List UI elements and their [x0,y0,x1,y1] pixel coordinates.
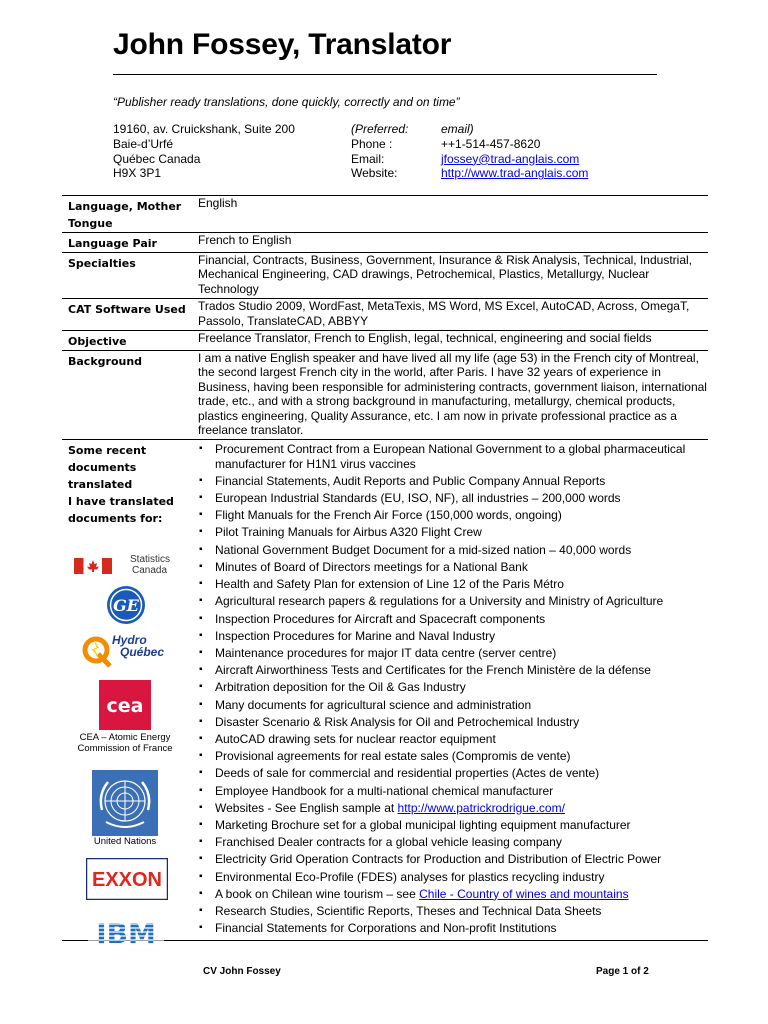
document-list-item: ▪ Provisional agreements for real estate sales (Compromis de vente) [198,749,708,763]
ibm-logo [88,918,164,948]
cat-software-value: Trados Studio 2009, WordFast, MetaTexis, MS Word, MS Excel, AutoCAD, Across, OmegaT, Passolo, TranslateCAD, ABBYY [192,299,708,331]
objective-value: Freelance Translator, French to English, legal, technical, engineering and social fields [192,331,708,351]
document-list-item: ▪ Employee Handbook for a multi-national chemical manufacturer [198,784,708,798]
ibm-text: IBM [96,918,156,949]
united-nations-logo [92,770,158,836]
document-list-item: ▪ Electricity Grid Operation Contracts for Production and Distribution of Electric Power [198,852,708,866]
contact-values [441,122,588,181]
exxon-logo [86,858,168,900]
preferred-label: (Preferred: [351,122,409,136]
document-list-item: ▪ Disaster Scenario & Risk Analysis for Oil and Petrochemical Industry [198,715,708,729]
document-list-item: ▪ Inspection Procedures for Marine and Naval Industry [198,629,708,643]
specialties-value: Financial, Contracts, Business, Government, Insurance & Risk Analysis, Technical, Industrial, Mechanical Engineering, CAD drawings, Petrochemical, Plastics, Metallurgy, Nuclear Technology [192,253,708,299]
address-line: 19160, av. Cruickshank, Suite 200 [113,122,295,136]
list-item-text: Websites - See English sample at [215,800,398,815]
tagline: “Publisher ready translations, done quickly, correctly and on time” [113,95,460,109]
document-list-item: ▪ Aircraft Airworthiness Tests and Certificates for the French Ministère de la défense [198,663,708,677]
phone-label: Phone : [351,136,393,151]
ge-monogram-icon [106,585,146,625]
contact-labels [351,122,408,181]
ibm-wordmark-icon [88,918,164,948]
language-pair-label: Language Pair [62,233,192,253]
document-list-item: ▪ Minutes of Board of Directors meetings for a National Bank [198,560,708,574]
list-item-text: A book on Chilean wine tourism – see [215,886,420,901]
document-list-item: ▪ Procurement Contract from a European National Government to a global pharmaceutical manufacturer for H1N1 virus vaccines [198,442,708,470]
ge-logo [106,585,146,625]
postal-address [113,122,295,181]
clients-label: I have translated documents for: [68,495,174,526]
document-list-item: ▪ Research Studies, Scientific Reports, Theses and Technical Data Sheets [198,904,708,918]
document-list-item: ▪ Agricultural research papers & regulations for a University and Ministry of Agriculture [198,594,708,608]
document-list-item: ▪ Deeds of sale for commercial and residential properties (Actes de vente) [198,766,708,780]
document-list-item: ▪ Financial Statements, Audit Reports and Public Company Annual Reports [198,474,708,488]
un-emblem-icon [92,770,158,836]
cea-caption: CEA – Atomic Energy Commission of France [77,732,173,755]
mother-tongue-label: Language, Mother Tongue [62,196,192,233]
document-list-item: ▪ Marketing Brochure set for a global municipal lighting equipment manufacturer [198,818,708,832]
cat-software-label: CAT Software Used [62,299,192,331]
document-list-item: ▪ European Industrial Standards (EU, ISO, NF), all industries – 200,000 words [198,491,708,505]
statcan-wordmark [130,554,170,576]
exxon-text: EXXON [91,869,163,892]
document-list-item: ▪ Arbitration deposition for the Oil & Gas Industry [198,680,708,694]
document-list-item [198,887,708,901]
background-label: Background [62,351,192,440]
list-item-link[interactable]: http://www.patrickrodrigue.com/ [397,800,565,815]
ge-text: GE [113,596,139,616]
exxon-wordmark-icon [86,858,168,900]
email-label: Email: [351,151,385,166]
document-list-item: ▪ Financial Statements for Corporations and Non-profit Institutions [198,921,708,935]
statistics-canada-logo [72,554,182,580]
un-caption: United Nations [93,836,157,848]
recent-documents-label: Some recent documents translated [68,444,147,492]
document-list-item: ▪ Health and Safety Plan for extension of Line 12 of the Paris Métro [198,577,708,591]
document-list-item: ▪ Environmental Eco-Profile (FDES) analyses for plastics recycling industry [198,870,708,884]
document-list-item: ▪ National Government Budget Document for a mid-sized nation – 40,000 words [198,543,708,557]
footer-page-number: Page 1 of 2 [596,966,649,977]
document-list-item: ▪ Pilot Training Manuals for Airbus A320 Flight Crew [198,525,708,539]
objective-label: Objective [62,331,192,351]
cv-table [62,195,708,949]
website-link[interactable]: http://www.trad-anglais.com [441,166,589,181]
background-value: I am a native English speaker and have lived all my life (age 53) in the French city of Montreal, the second largest French city in the world, after Paris. I have 32 years of experience in Business, having been responsible for administering contracts, government liaison, international trade, etc., and with a strong background in manufacturing, metallurgy, chemical products, plastics engineering, Quality Assurance, etc. I am now in private professional practice as a freelance translator. [192,351,708,440]
cea-text: cea [106,695,144,718]
document-list-item [198,801,708,815]
specialties-label: Specialties [62,253,192,299]
recent-documents-cell [62,440,192,949]
hydro-line2: Québec [120,645,165,660]
address-line: Québec Canada [113,151,201,166]
document-title: John Fossey, Translator [113,28,452,61]
title-divider [113,74,657,75]
hydro-quebec-wordmark [112,634,164,658]
mother-tongue-value: English [192,196,708,233]
hydro-quebec-logo [82,632,182,668]
address-line: H9X 3P1 [113,166,162,181]
hydro-line1: Hydro [112,633,147,648]
email-link[interactable]: jfossey@trad-anglais.com [441,151,580,166]
documents-list [198,442,708,935]
statcan-line1: Statistics [130,554,171,566]
preferred-value: email) [441,122,474,136]
document-list-item: ▪ Many documents for agricultural science and administration [198,698,708,712]
document-list-item: ▪ Flight Manuals for the French Air Force (150,000 words, ongoing) [198,508,708,522]
address-line: Baie-d’Urfé [113,136,174,151]
list-item-link[interactable]: Chile - Country of wines and mountains [419,886,629,901]
language-pair-value: French to English [192,233,708,253]
phone-value: ++1-514-457-8620 [441,136,541,151]
footer-cv-name: CV John Fossey [203,966,281,977]
cea-badge-icon [99,680,151,730]
document-list-item: ▪ Inspection Procedures for Aircraft and Spacecraft components [198,612,708,626]
document-list-item: ▪ AutoCAD drawing sets for nuclear reactor equipment [198,732,708,746]
statcan-line2: Canada [132,565,168,577]
document-list-item: ▪ Franchised Dealer contracts for a global vehicle leasing company [198,835,708,849]
cea-logo [99,680,151,730]
website-label: Website: [351,166,398,181]
document-list-item: ▪ Maintenance procedures for major IT data centre (server centre) [198,646,708,660]
